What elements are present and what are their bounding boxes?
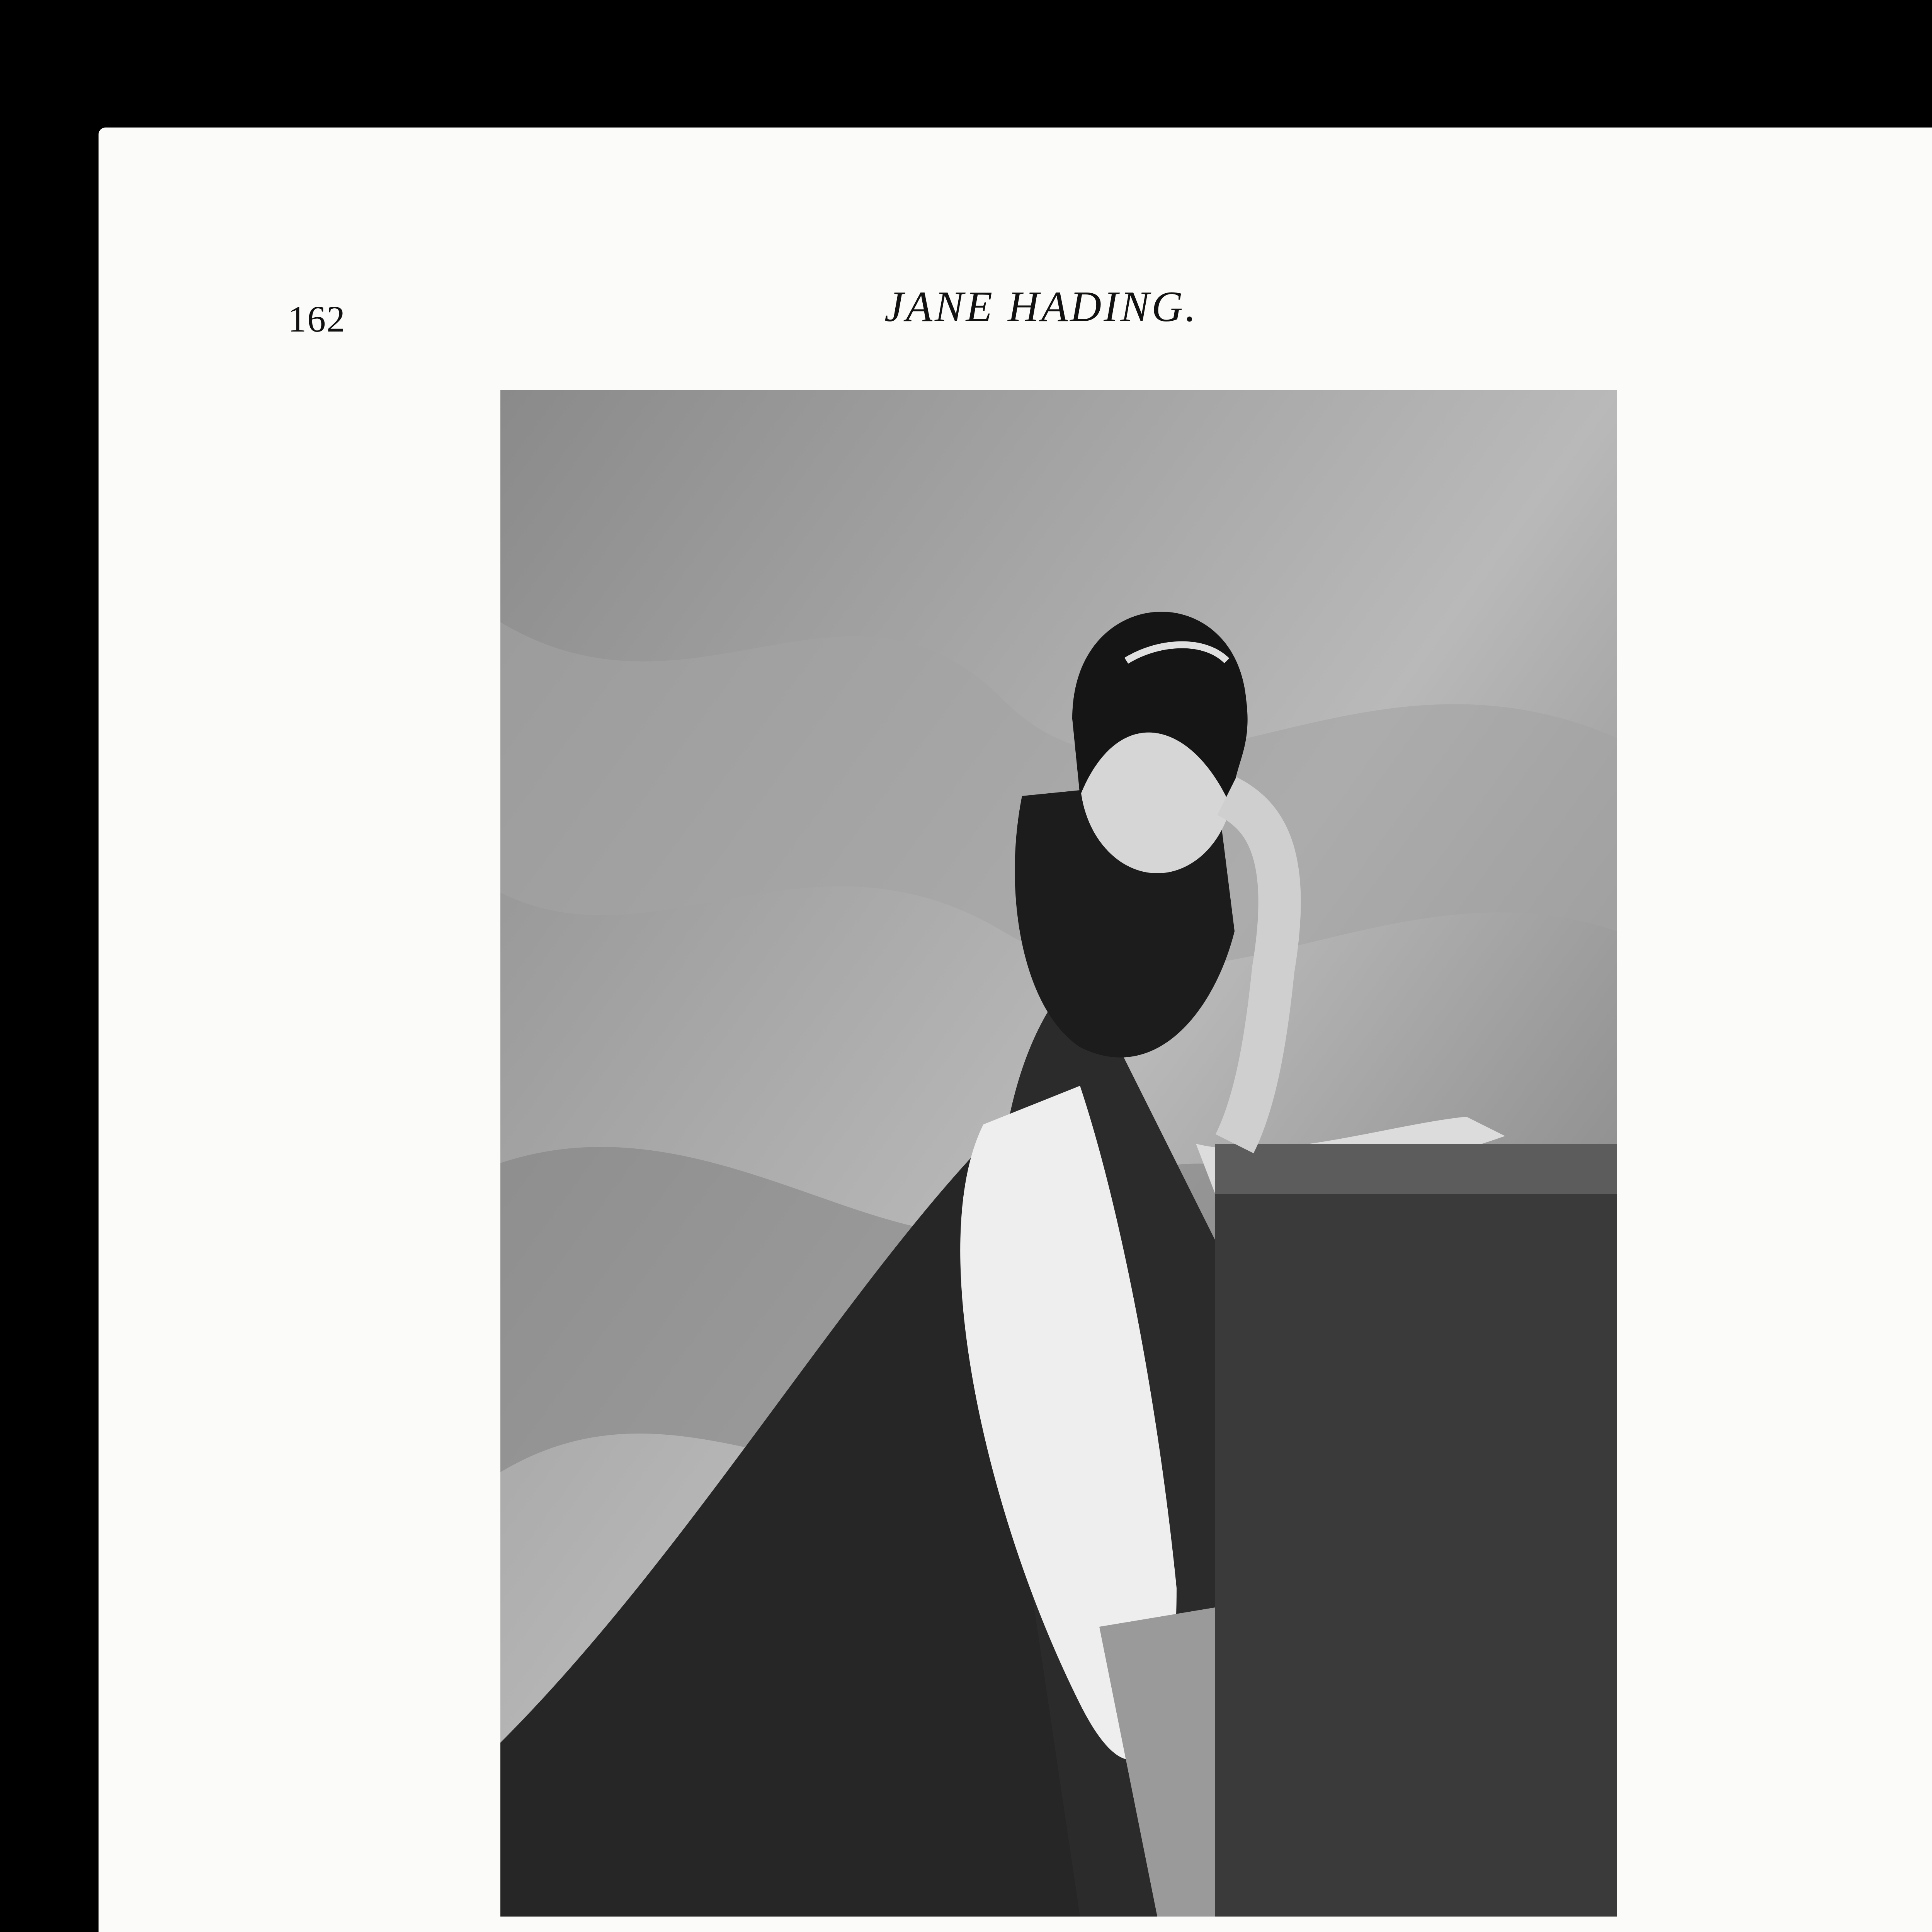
running-title: JANE HADING. (884, 283, 1199, 331)
portrait-illustration (500, 390, 1617, 1917)
page-number: 162 (288, 298, 346, 340)
portrait-photograph (500, 390, 1617, 1917)
